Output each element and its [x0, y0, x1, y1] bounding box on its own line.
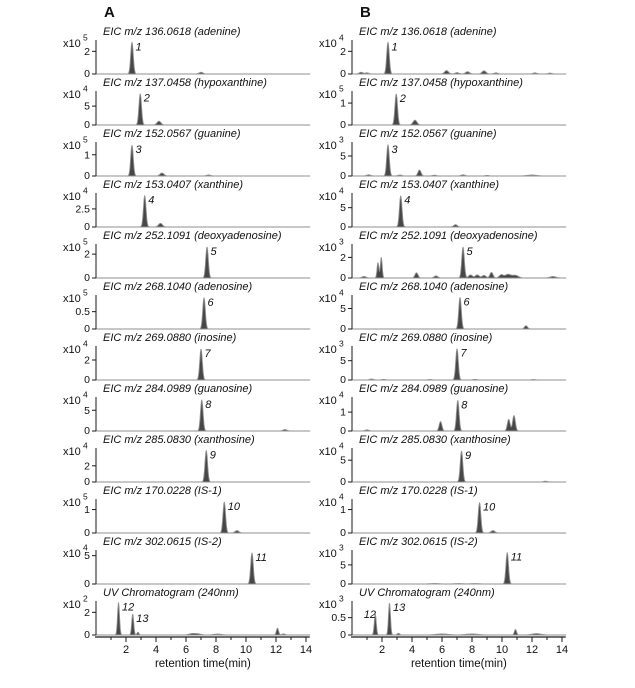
peak-number: 7 [204, 348, 211, 360]
x-tick-label: 6 [182, 644, 190, 656]
chromatogram-panel [56, 228, 310, 284]
column-a-header: A [104, 4, 115, 21]
y-scale-label: x10 [63, 89, 81, 101]
trace-path [96, 553, 310, 584]
trace-path [96, 42, 310, 74]
trace-path [96, 298, 310, 329]
y-tick-label: 0.5 [331, 612, 346, 625]
y-scale-label: x10 [319, 89, 337, 101]
peak-number: 4 [148, 194, 155, 207]
peak-number: 12 [363, 609, 376, 622]
y-tick-label: 5 [340, 303, 346, 316]
peak-number: 10 [227, 501, 240, 514]
peak-number: 2 [143, 92, 150, 105]
y-scale-exponent: 4 [83, 83, 88, 94]
y-tick-zero-label: 0 [340, 578, 346, 590]
y-tick-zero-label: 0 [340, 68, 346, 80]
column-a [56, 4, 313, 672]
peak-number: 6 [463, 296, 470, 309]
y-tick-zero-label: 0 [340, 272, 346, 284]
trace-path [352, 196, 566, 227]
x-tick-label: 2 [122, 644, 130, 656]
trace-path [96, 247, 310, 278]
chromatogram-panel [56, 24, 310, 80]
column-b-header: B [360, 4, 371, 21]
y-tick-label: 2 [340, 45, 346, 58]
y-scale-label: x10 [319, 191, 337, 203]
y-tick-zero-label: 0 [84, 272, 90, 284]
trace-path [96, 196, 310, 227]
peak-number: 4 [404, 194, 411, 207]
y-scale-label: x10 [63, 497, 81, 509]
y-scale-exponent: 4 [83, 440, 88, 451]
y-scale-label: x10 [319, 446, 337, 458]
chromatogram-panel [56, 483, 310, 539]
y-tick-zero-label: 0 [84, 374, 90, 386]
peak-number: 6 [207, 296, 214, 309]
peak-number: 13 [136, 613, 149, 626]
y-scale-exponent: 4 [83, 338, 88, 349]
y-scale-label: x10 [63, 293, 81, 305]
y-tick-label: 2 [84, 354, 90, 367]
y-tick-label: 1 [84, 504, 90, 517]
y-scale-exponent: 3 [339, 338, 344, 349]
y-tick-zero-label: 0 [340, 119, 346, 131]
y-scale-label: x10 [63, 395, 81, 407]
trace-path [352, 603, 566, 635]
trace-path [96, 502, 310, 533]
chromatogram-panel [56, 585, 310, 641]
trace-path [352, 349, 566, 380]
y-scale-label: x10 [319, 497, 337, 509]
y-tick-zero-label: 0 [340, 323, 346, 335]
y-tick-label: 2.5 [75, 203, 90, 216]
y-tick-zero-label: 0 [84, 323, 90, 335]
y-tick-zero-label: 0 [84, 170, 90, 182]
trace-path [352, 94, 566, 125]
x-axis [312, 636, 569, 672]
y-scale-label: x10 [319, 38, 337, 50]
x-tick-label: 4 [152, 644, 160, 656]
y-scale-label: x10 [63, 191, 81, 203]
chromatogram-panel [312, 228, 566, 284]
y-tick-zero-label: 0 [340, 425, 346, 437]
y-tick-label: 0.5 [75, 306, 90, 319]
y-tick-zero-label: 0 [84, 221, 90, 233]
column-a-panels [56, 24, 313, 672]
y-tick-label: 1 [340, 406, 346, 419]
x-tick-label: 14 [555, 644, 569, 656]
x-tick-label: 8 [212, 644, 220, 656]
panel-label: EIC m/z 170.0228 (IS-1) [103, 485, 222, 497]
panel-label: EIC m/z 153.0407 (xanthine) [359, 179, 500, 191]
chromatogram-panel [56, 330, 310, 386]
y-tick-label: 5 [84, 550, 90, 563]
peak-number: 1 [391, 41, 398, 54]
y-scale-label: x10 [319, 242, 337, 254]
panel-label: UV Chromatogram (240nm) [359, 587, 495, 599]
chromatogram-panel [56, 126, 310, 182]
y-tick-label: 5 [340, 454, 346, 467]
peak-number: 7 [460, 347, 467, 360]
y-tick-zero-label: 0 [340, 221, 346, 233]
panel-label: EIC m/z 268.1040 (adenosine) [359, 281, 509, 293]
y-scale-exponent: 5 [83, 32, 88, 43]
peak-number: 11 [510, 551, 523, 564]
peak-number: 3 [391, 143, 398, 156]
chromatogram-panel [312, 432, 566, 488]
y-scale-exponent: 5 [83, 134, 88, 145]
panel-label: EIC m/z 285.0830 (xanthosine) [103, 434, 255, 446]
peak-number: 10 [483, 501, 496, 514]
panel-label: EIC m/z 153.0407 (xanthine) [103, 179, 244, 191]
y-scale-label: x10 [63, 446, 81, 458]
y-scale-label: x10 [319, 548, 337, 560]
panel-label: EIC m/z 284.0989 (guanosine) [103, 383, 253, 395]
y-scale-label: x10 [63, 140, 81, 152]
y-tick-label: 5 [340, 202, 346, 215]
panel-label: EIC m/z 136.0618 (adenine) [359, 26, 497, 38]
panel-label: EIC m/z 152.0567 (guanine) [359, 128, 497, 140]
peak-number: 8 [461, 399, 468, 412]
panel-label: EIC m/z 285.0830 (xanthosine) [359, 434, 511, 446]
y-scale-exponent: 4 [339, 389, 344, 400]
y-tick-zero-label: 0 [84, 425, 90, 437]
peak-number: 9 [209, 449, 216, 462]
y-scale-exponent: 5 [83, 491, 88, 502]
y-tick-zero-label: 0 [340, 629, 346, 641]
y-tick-zero-label: 0 [340, 170, 346, 182]
chromatogram-panel [56, 75, 310, 131]
y-scale-exponent: 4 [339, 185, 344, 196]
y-tick-label: 5 [84, 100, 90, 113]
peak-number: 5 [210, 245, 217, 258]
trace-path [352, 400, 566, 431]
panel-label: EIC m/z 137.0458 (hypoxanthine) [103, 77, 267, 89]
x-tick-label: 2 [378, 644, 386, 656]
chromatogram-panel [312, 585, 566, 641]
y-tick-label: 5 [340, 355, 346, 368]
panel-label: EIC m/z 137.0458 (hypoxanthine) [359, 77, 523, 89]
y-tick-label: 2 [84, 460, 90, 473]
panel-label: EIC m/z 252.1091 (deoxyadenosine) [103, 230, 282, 242]
peak-number: 9 [465, 450, 472, 463]
panel-label: EIC m/z 269.0880 (inosine) [359, 332, 493, 344]
y-scale-exponent: 5 [83, 236, 88, 247]
panel-label: EIC m/z 284.0989 (guanosine) [359, 383, 509, 395]
y-tick-label: 5 [340, 559, 346, 572]
column-b [312, 4, 569, 672]
y-scale-exponent: 3 [339, 236, 344, 247]
x-tick-label: 12 [525, 644, 539, 656]
chromatogram-panel [56, 534, 310, 590]
y-scale-label: x10 [63, 344, 81, 356]
y-tick-label: 2 [84, 606, 90, 619]
column-b-panels [312, 24, 569, 672]
trace-path [352, 247, 566, 278]
peak-number: 5 [466, 246, 473, 259]
y-scale-label: x10 [319, 599, 337, 611]
chromatogram-panel [312, 534, 566, 590]
chromatogram-panel [312, 330, 566, 386]
trace-path [96, 145, 310, 176]
trace-path [352, 145, 566, 176]
x-tick-label: 4 [408, 644, 416, 656]
y-scale-label: x10 [63, 38, 81, 50]
chromatogram-panel [312, 279, 566, 335]
y-scale-label: x10 [319, 140, 337, 152]
chromatogram-panel [312, 126, 566, 182]
panel-label: EIC m/z 152.0567 (guanine) [103, 128, 241, 140]
trace-path [352, 503, 566, 533]
y-tick-label: 5 [340, 150, 346, 163]
y-scale-exponent: 4 [339, 491, 344, 502]
y-tick-zero-label: 0 [340, 476, 346, 488]
chromatogram-panel [312, 24, 566, 80]
y-scale-label: x10 [63, 548, 81, 560]
x-tick-label: 6 [438, 644, 446, 656]
y-scale-exponent: 3 [339, 134, 344, 145]
y-scale-exponent: 4 [339, 287, 344, 298]
panel-label: UV Chromatogram (240nm) [103, 587, 239, 599]
peak-number: 13 [393, 602, 406, 615]
peak-number: 1 [135, 41, 142, 54]
y-tick-label: 1 [340, 504, 346, 517]
chromatogram-panel [312, 177, 566, 233]
y-scale-exponent: 4 [339, 32, 344, 43]
peak-number: 11 [255, 551, 267, 564]
x-axis-label: retention time(min) [410, 658, 507, 670]
y-tick-label: 1 [340, 97, 346, 110]
x-tick-label: 8 [468, 644, 476, 656]
y-tick-zero-label: 0 [84, 578, 90, 590]
panel-label: EIC m/z 269.0880 (inosine) [103, 332, 237, 344]
y-scale-label: x10 [63, 599, 81, 611]
panel-label: EIC m/z 302.0615 (IS-2) [359, 536, 478, 548]
y-scale-exponent: 3 [339, 542, 344, 553]
chromatogram-panel [56, 432, 310, 488]
y-tick-zero-label: 0 [340, 527, 346, 539]
y-scale-exponent: 4 [83, 185, 88, 196]
panel-label: EIC m/z 136.0618 (adenine) [103, 26, 241, 38]
y-scale-label: x10 [319, 344, 337, 356]
y-scale-exponent: 4 [339, 440, 344, 451]
trace-path [96, 450, 310, 482]
chromatogram-panel [56, 381, 310, 437]
y-scale-exponent: 5 [339, 83, 344, 94]
chromatogram-panel [312, 75, 566, 131]
chromatogram-panel [312, 381, 566, 437]
x-tick-label: 10 [495, 644, 509, 656]
chromatogram-panel [56, 177, 310, 233]
trace-path [96, 94, 310, 125]
y-scale-exponent: 4 [83, 542, 88, 553]
y-tick-zero-label: 0 [84, 476, 90, 488]
x-axis [56, 636, 313, 672]
peak-number: 8 [205, 398, 212, 411]
y-tick-label: 2 [84, 248, 90, 261]
trace-path [352, 451, 566, 482]
x-tick-label: 12 [269, 644, 283, 656]
panel-label: EIC m/z 170.0228 (IS-1) [359, 485, 478, 497]
y-tick-zero-label: 0 [340, 374, 346, 386]
x-tick-label: 10 [239, 644, 253, 656]
trace-path [96, 349, 310, 380]
trace-path [96, 400, 310, 431]
trace-path [352, 553, 566, 584]
peak-number: 12 [122, 601, 135, 614]
y-scale-label: x10 [63, 242, 81, 254]
y-scale-label: x10 [319, 395, 337, 407]
chromatogram-panel [312, 483, 566, 539]
panel-label: EIC m/z 268.1040 (adenosine) [103, 281, 253, 293]
y-tick-zero-label: 0 [84, 68, 90, 80]
trace-path [352, 42, 566, 74]
peak-number: 2 [399, 92, 406, 105]
y-tick-label: 1 [84, 149, 90, 162]
trace-path [352, 297, 566, 329]
x-axis-label: retention time(min) [154, 658, 251, 670]
y-tick-zero-label: 0 [84, 629, 90, 641]
panel-label: EIC m/z 302.0615 (IS-2) [103, 536, 222, 548]
y-scale-exponent: 3 [339, 593, 344, 604]
y-tick-zero-label: 0 [84, 527, 90, 539]
y-tick-label: 2 [340, 251, 346, 264]
y-tick-label: 5 [84, 404, 90, 417]
y-tick-zero-label: 0 [84, 119, 90, 131]
y-scale-exponent: 4 [83, 389, 88, 400]
y-scale-exponent: 5 [83, 287, 88, 298]
y-tick-label: 2 [84, 45, 90, 58]
chromatogram-panel [56, 279, 310, 335]
x-tick-label: 14 [299, 644, 313, 656]
peak-number: 3 [135, 144, 142, 157]
panel-label: EIC m/z 252.1091 (deoxyadenosine) [359, 230, 538, 242]
y-scale-label: x10 [319, 293, 337, 305]
y-scale-exponent: 2 [83, 593, 88, 604]
